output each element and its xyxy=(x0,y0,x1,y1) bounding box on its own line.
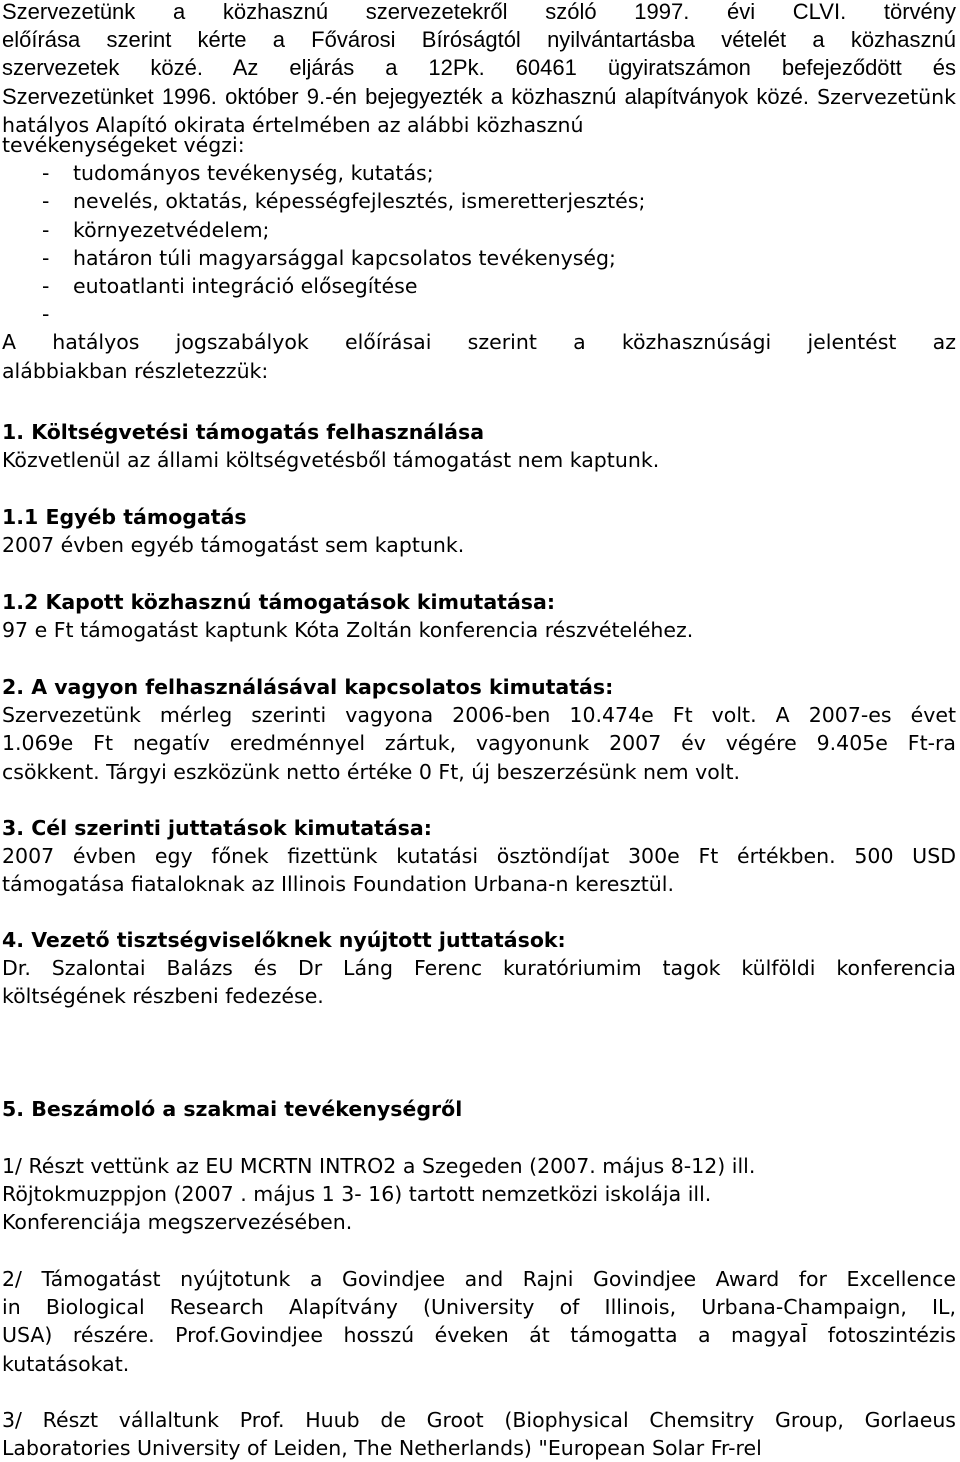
section-body: 2007 évben egyéb támogatást sem kaptunk. xyxy=(2,533,465,558)
section-1 xyxy=(2,418,956,474)
section-heading: 1. Költségvetési támogatás felhasználása xyxy=(2,420,485,444)
list-item: - tudományos tevékenység, kutatás; xyxy=(42,161,434,186)
report-intro-line-2: alábbiakban részletezzük: xyxy=(2,358,269,383)
paragraph-line: 3/ Részt vállaltunk Prof. Huub de Groot (Biophysical Chemsitry Group, Gorlaeus xyxy=(2,1408,956,1432)
list-item: - környezetvédelem; xyxy=(42,217,270,242)
list-item: - eutoatlanti integráció elősegítése xyxy=(42,274,418,299)
paragraph-line: 1/ Részt vettünk az EU MCRTN INTRO2 a Szegeden (2007. május 8-12) ill. xyxy=(2,1154,756,1178)
list-item: - határon túli magyarsággal kapcsolatos tevékenység; xyxy=(42,245,616,270)
section-4 xyxy=(2,926,956,1011)
section-body: 97 e Ft támogatást kaptunk Kóta Zoltán konferencia részvételéhez. xyxy=(2,618,694,643)
paragraph-line: Konferenciája megszervezésében. xyxy=(2,1210,353,1235)
intro-line-1: Szervezetünk a közhasznú szervezetekről szóló 1997. évi CLVI. törvény xyxy=(2,0,956,24)
section-5-paragraph-1 xyxy=(2,1152,956,1237)
section-2 xyxy=(2,673,956,786)
intro-sentence-a: Szervezetünk hatályos Alapító okirata értelmében az alábbi közhasznú xyxy=(2,84,956,137)
section-1-2 xyxy=(2,588,956,644)
section-body-line: Dr. Szalontai Balázs és Dr Láng Ferenc kuratóriumim tagok külföldi konferencia xyxy=(2,956,956,981)
section-body-line: 2007 évben egy főnek fizettünk kutatási ösztöndíjat 300e Ft értékben. 500 USD xyxy=(2,844,956,869)
activity-list xyxy=(2,159,956,328)
section-body-line: Szervezetünk mérleg szerinti vagyona 2006-ben 10.474e Ft volt. A 2007-es évet xyxy=(2,703,956,728)
section-heading: 4. Vezető tisztségviselőknek nyújtott juttatások: xyxy=(2,928,566,952)
activities-block xyxy=(2,131,956,385)
list-item: - xyxy=(42,302,50,327)
section-heading: 5. Beszámoló a szakmai tevékenységről xyxy=(2,1097,463,1121)
section-heading: 3. Cél szerinti juttatások kimutatása: xyxy=(2,816,432,840)
section-1-1 xyxy=(2,503,956,559)
section-body-line: 1.069e Ft negatív eredménnyel zártuk, vagyonunk 2007 év végére 9.405e Ft-ra xyxy=(2,731,956,756)
paragraph-line: USA) részére. Prof.Govindjee hosszú éveken át támogatta a magyaĪ fotoszintézis xyxy=(2,1323,956,1348)
intro-sentence-b: tevékenységeket végzi: xyxy=(2,133,245,157)
section-body-line: támogatása fiataloknak az Illinois Foundation Urbana-n keresztül. xyxy=(2,872,675,897)
report-intro-line-1: A hatályos jogszabályok előírásai szerint a közhasznúsági jelentést az xyxy=(2,330,956,355)
section-body-line: csökkent. Tárgyi eszközünk netto értéke 0 Ft, új beszerzésünk nem volt. xyxy=(2,759,741,784)
section-body: Közvetlenül az állami költségvetésből támogatást nem kaptunk. xyxy=(2,448,660,473)
section-5-paragraph-3 xyxy=(2,1406,956,1462)
list-item: - nevelés, oktatás, képességfejlesztés, ismeretterjesztés; xyxy=(42,189,646,214)
section-heading: 1.2 Kapott közhasznú támogatások kimutatása: xyxy=(2,590,556,614)
section-heading: 2. A vagyon felhasználásával kapcsolatos kimutatás: xyxy=(2,675,614,699)
intro-line-2: előírása szerint kérte a Fővárosi Bíróságtól nyilvántartásba vételét a közhasznú xyxy=(2,27,956,53)
intro-paragraph xyxy=(2,0,956,139)
paragraph-line: Laboratories University of Leiden, The Netherlands) "European Solar Fr-rel xyxy=(2,1436,762,1461)
section-heading: 1.1 Egyéb támogatás xyxy=(2,505,247,529)
paragraph-line: kutatásokat. xyxy=(2,1351,130,1376)
section-5-paragraph-2 xyxy=(2,1265,956,1378)
paragraph-line: Röjtokmuzppjon (2007 . május 1 3- 16) tartott nemzetközi iskolája ill. xyxy=(2,1182,712,1207)
section-5 xyxy=(2,1095,956,1123)
paragraph-line: 2/ Támogatást nyújtotunk a Govindjee and Rajni Govindjee Award for Excellence xyxy=(2,1267,956,1291)
intro-line-4: Szervezetünket 1996. október 9.-én bejegyezték a közhasznú alapítványok közé. Szervezetünk hatályos Alapító okirata értelmében az alábbi közhasznú xyxy=(2,83,956,137)
section-3 xyxy=(2,814,956,899)
section-body-line: költségének részbeni fedezése. xyxy=(2,984,324,1009)
paragraph-line: in Biological Research Alapítvány (University of Illinois, Urbana-Champaign, IL, xyxy=(2,1295,956,1320)
intro-line-3: szervezetek közé. Az eljárás a 12Pk. 60461 ügyiratszámon befejeződött és xyxy=(2,55,956,81)
